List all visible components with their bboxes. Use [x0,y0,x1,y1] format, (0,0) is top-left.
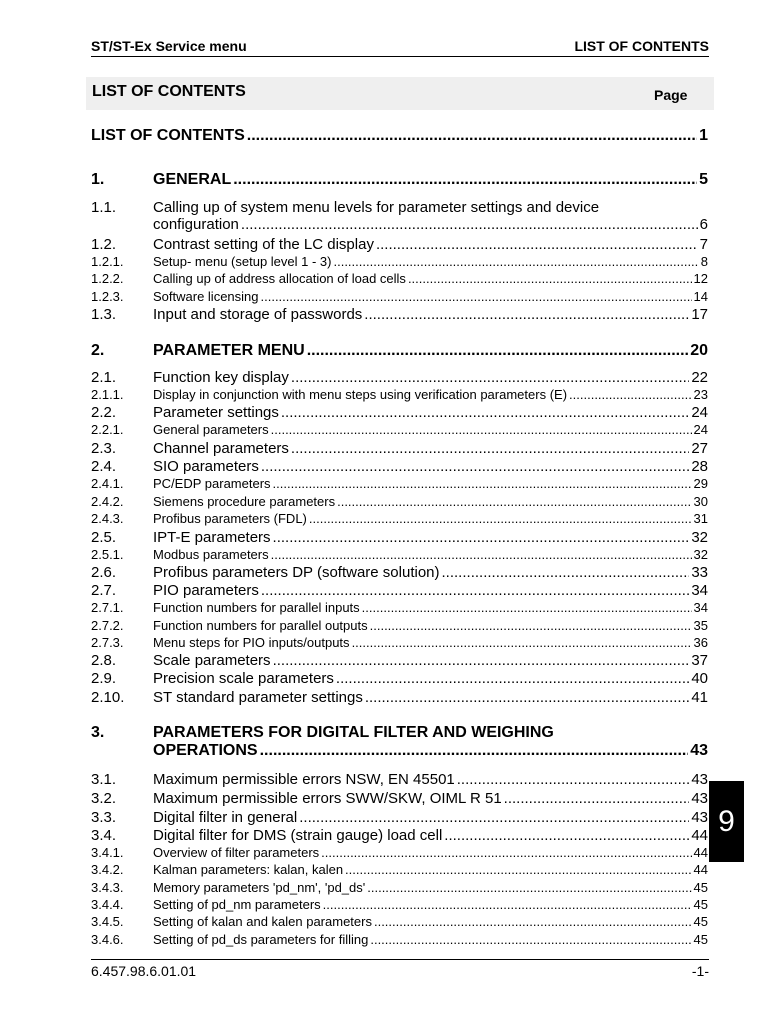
toc-entry-page: 30 [693,494,708,509]
dot-leader [374,914,692,929]
toc-entry-page: 32 [691,529,708,546]
toc-entry-body [153,724,708,760]
toc-entry-title: Memory parameters 'pd_nm', 'pd_ds' [153,880,366,895]
toc-entry-title: Digital filter for DMS (strain gauge) load cell [153,827,443,844]
toc-entry-number: 1.1. [91,199,117,216]
toc-entry-number: 2.7.1. [91,600,124,615]
toc-entry-page: 32 [693,547,708,562]
toc-entry-number: 2.6. [91,564,117,581]
toc-entry-page: 35 [693,618,708,633]
dot-leader [364,306,689,323]
dot-leader [370,618,692,633]
dot-leader [345,862,691,877]
toc-entry-body [153,494,708,509]
toc-entry-body [153,306,708,323]
toc-entry-body [153,790,708,807]
toc-entry-page: 44 [693,845,708,860]
toc-entry-title: Setup- menu (setup level 1 - 3) [153,254,332,269]
toc-entry-number: 2. [91,342,105,359]
dot-leader [352,635,692,650]
dot-leader [336,670,689,687]
dot-leader [260,742,689,760]
toc-entry-number: 1.2.2. [91,271,124,286]
toc-entry-number: 2.4.2. [91,494,124,509]
dot-leader [261,458,689,475]
toc-entry-page: 31 [693,511,708,526]
toc-entry-number: 2.8. [91,652,117,669]
dot-leader [367,880,691,895]
toc-entry-page: 45 [693,914,708,929]
toc-entry-title: Maximum permissible errors NSW, EN 45501 [153,771,455,788]
toc-entry-page: 14 [693,289,708,304]
toc-entry-page: 24 [693,422,708,437]
toc-entry-body [153,600,708,615]
toc-entry-body [153,932,708,947]
toc-entry-page: 43 [691,771,708,788]
toc-entry-title: PARAMETER MENU [153,342,305,359]
toc-entry-body [153,652,708,669]
toc-entry-body [153,440,708,457]
toc-entry-body [153,670,708,687]
toc-entry-title: Setting of kalan and kalen parameters [153,914,372,929]
toc-entry-number: 2.5.1. [91,547,124,562]
dot-leader [569,387,692,402]
dot-leader [457,771,690,788]
toc-entry-body [153,529,708,546]
toc-entry-page: 27 [691,440,708,457]
toc-entry-title: Channel parameters [153,440,289,457]
toc-entry-number: 3. [91,724,105,741]
toc-entry-number: 1.2.3. [91,289,124,304]
toc-entry-body [153,236,708,253]
toc-entry-body [153,547,708,562]
toc-entry-page: 44 [693,862,708,877]
dot-leader [442,564,690,581]
toc-entry-page: 34 [693,600,708,615]
toc-entry-number: 2.2.1. [91,422,124,437]
dot-leader [291,369,689,386]
toc-entry-title: PARAMETERS FOR DIGITAL FILTER AND WEIGHING [153,724,554,741]
toc-entry-number: 2.7.2. [91,618,124,633]
toc-entry-title: Profibus parameters DP (software solution) [153,564,440,581]
toc-entry-body [153,689,708,706]
toc-entry-page: 45 [693,880,708,895]
toc-entry-body [153,771,708,788]
toc-entry-title: Kalman parameters: kalan, kalen [153,862,344,877]
toc-entry-body [153,199,708,233]
toc-entry-number: 2.2. [91,404,117,421]
toc-entry-page: 1 [699,127,708,144]
toc-entry-page: 43 [691,790,708,807]
toc-entry-number: 3.1. [91,771,117,788]
dot-leader [273,529,690,546]
dot-leader [444,827,689,844]
toc-entry-number: 1.3. [91,306,117,323]
toc-entry-title: Function numbers for parallel inputs [153,600,360,615]
dot-leader [365,689,689,706]
toc-entry-page: 34 [691,582,708,599]
toc-entry-number: 1.2. [91,236,117,253]
toc-entry-number: 3.4.6. [91,932,124,947]
dot-leader [281,404,689,421]
page-header [91,36,709,57]
toc-entry-number: 3.4.1. [91,845,124,860]
dot-leader [261,582,689,599]
toc-entry-title: LIST OF CONTENTS [91,127,245,144]
page-footer [91,959,709,979]
toc-entry-title: PC/EDP parameters [153,476,271,491]
toc-entry-body [153,342,708,360]
toc-entry-page: 43 [690,742,708,759]
toc-entry-number: 3.4.4. [91,897,124,912]
toc-entry-title: configuration [153,216,239,233]
toc-entry-page: 23 [693,387,708,402]
toc-entry-body [153,476,708,491]
dot-leader [291,440,689,457]
toc-entry-page: 45 [693,897,708,912]
toc-entry-number: 2.10. [91,689,125,706]
toc-entry-title: Parameter settings [153,404,279,421]
toc-entry-page: 41 [691,689,708,706]
dot-leader [233,171,697,189]
page-number: -1- [691,963,709,979]
toc-entry-body [153,845,708,860]
toc-entry-page: 24 [691,404,708,421]
dot-leader [504,790,690,807]
toc-entry-title: PIO parameters [153,582,259,599]
toc-entry-body [153,809,708,826]
dot-leader [273,652,690,669]
toc-entry-title: Input and storage of passwords [153,306,363,323]
toc-entry-title: IPT-E parameters [153,529,271,546]
toc-entry-body [153,404,708,421]
toc-entry-number: 2.3. [91,440,117,457]
dot-leader [309,511,692,526]
toc-title: LIST OF CONTENTS [92,83,246,100]
toc-entry-page: 33 [691,564,708,581]
dot-leader [337,494,691,509]
toc-title-bar [86,77,714,110]
toc-entry-title: Precision scale parameters [153,670,334,687]
toc-entry-title: Overview of filter parameters [153,845,320,860]
toc-entry-number: 3.4.2. [91,862,124,877]
toc-entry-body [153,254,708,269]
toc-entry-title: Menu steps for PIO inputs/outputs [153,635,350,650]
toc-entry-title: Contrast setting of the LC display [153,236,374,253]
toc-entry-body [153,618,708,633]
toc-entry-number: 3.4.3. [91,880,124,895]
toc-entry-number: 2.9. [91,670,117,687]
dot-leader [271,547,692,562]
toc-entry-title: General parameters [153,422,269,437]
toc-entry-page: 45 [693,932,708,947]
toc-entry-page: 22 [691,369,708,386]
toc-entry-body [153,827,708,844]
toc-entry-number: 3.3. [91,809,117,826]
toc-entry-title: ST standard parameter settings [153,689,363,706]
toc-entry-body [153,564,708,581]
toc-entry-body [153,422,708,437]
toc-entry-number: 2.1.1. [91,387,124,402]
dot-leader [370,932,691,947]
toc-entry-page: 8 [700,254,708,269]
toc-entry-body [153,862,708,877]
toc-entry-page: 20 [690,342,708,359]
toc-entry-title: Profibus parameters (FDL) [153,511,307,526]
toc-entry-body [153,511,708,526]
dot-leader [271,422,692,437]
toc-entry-page: 6 [699,216,708,233]
toc-entry-body [153,880,708,895]
toc-entry-body [153,271,708,286]
toc-entry-page: 5 [699,171,708,188]
toc-entry-number: 2.5. [91,529,117,546]
toc-entry-number: 1.2.1. [91,254,124,269]
toc-entry-body [153,582,708,599]
toc-entry-page: 28 [691,458,708,475]
toc-entry-title: Siemens procedure parameters [153,494,336,509]
toc-entry-body [153,635,708,650]
dot-leader [247,127,697,145]
toc-entry-title: Scale parameters [153,652,271,669]
dot-leader [321,845,691,860]
toc-entry-title: Digital filter in general [153,809,298,826]
dot-leader [307,342,689,360]
toc-entry-number: 3.2. [91,790,117,807]
chapter-tab: 9 [709,781,744,862]
toc-entry-number: 3.4.5. [91,914,124,929]
header-right: LIST OF CONTENTS [574,38,709,54]
dot-leader [362,600,692,615]
toc-entry-title: GENERAL [153,171,232,188]
toc-entry-title: Setting of pd_ds parameters for filling [153,932,369,947]
document-number: 6.457.98.6.01.01 [91,963,197,979]
toc-entry-body [153,387,708,402]
dot-leader [376,236,698,253]
dot-leader [299,809,689,826]
toc-entry-title: Function numbers for parallel outputs [153,618,368,633]
dot-leader [273,476,692,491]
toc-entry-number: 1. [91,171,105,188]
toc-entry-title: Calling up of address allocation of load cells [153,271,406,286]
toc-entry-number: 2.7. [91,582,117,599]
toc-entry-body [153,289,708,304]
toc-entry-title: Modbus parameters [153,547,269,562]
toc-entry-title: Maximum permissible errors SWW/SKW, OIML R 51 [153,790,502,807]
toc-entry-number: 2.4.3. [91,511,124,526]
toc-entry-title: Calling up of system menu levels for parameter settings and device [153,199,600,216]
toc-entry-title: SIO parameters [153,458,259,475]
dot-leader [323,897,692,912]
toc-entry-body [153,171,708,189]
dot-leader [241,216,698,233]
toc-entry-page: 36 [693,635,708,650]
toc-entry-page: 40 [691,670,708,687]
toc-entry-title: Software licensing [153,289,259,304]
toc-entry-number: 3.4. [91,827,117,844]
toc-entry-body [153,458,708,475]
toc-entry-page: 12 [693,271,708,286]
toc-entry-number: 2.1. [91,369,117,386]
dot-leader [261,289,692,304]
toc-entry-page: 44 [691,827,708,844]
toc-entry-page: 29 [693,476,708,491]
toc-entry-page: 43 [691,809,708,826]
toc-entry-body [153,369,708,386]
header-left: ST/ST-Ex Service menu [91,38,247,54]
toc-entry-number: 2.4.1. [91,476,124,491]
toc-entry-page: 17 [691,306,708,323]
page-column-label: Page [654,87,688,103]
toc-entry-title: Display in conjunction with menu steps using verification parameters (E) [153,387,568,402]
toc-entry-number: 2.7.3. [91,635,124,650]
toc-entry-number: 2.4. [91,458,117,475]
toc-entry-page: 37 [691,652,708,669]
toc-entry-page: 7 [699,236,708,253]
toc-entry-title: Function key display [153,369,289,386]
toc-entry-title: OPERATIONS [153,742,258,759]
toc-entry-body [91,127,708,145]
dot-leader [408,271,692,286]
toc-entry-title: Setting of pd_nm parameters [153,897,321,912]
dot-leader [333,254,698,269]
toc-entry-body [153,914,708,929]
toc-entry-body [153,897,708,912]
